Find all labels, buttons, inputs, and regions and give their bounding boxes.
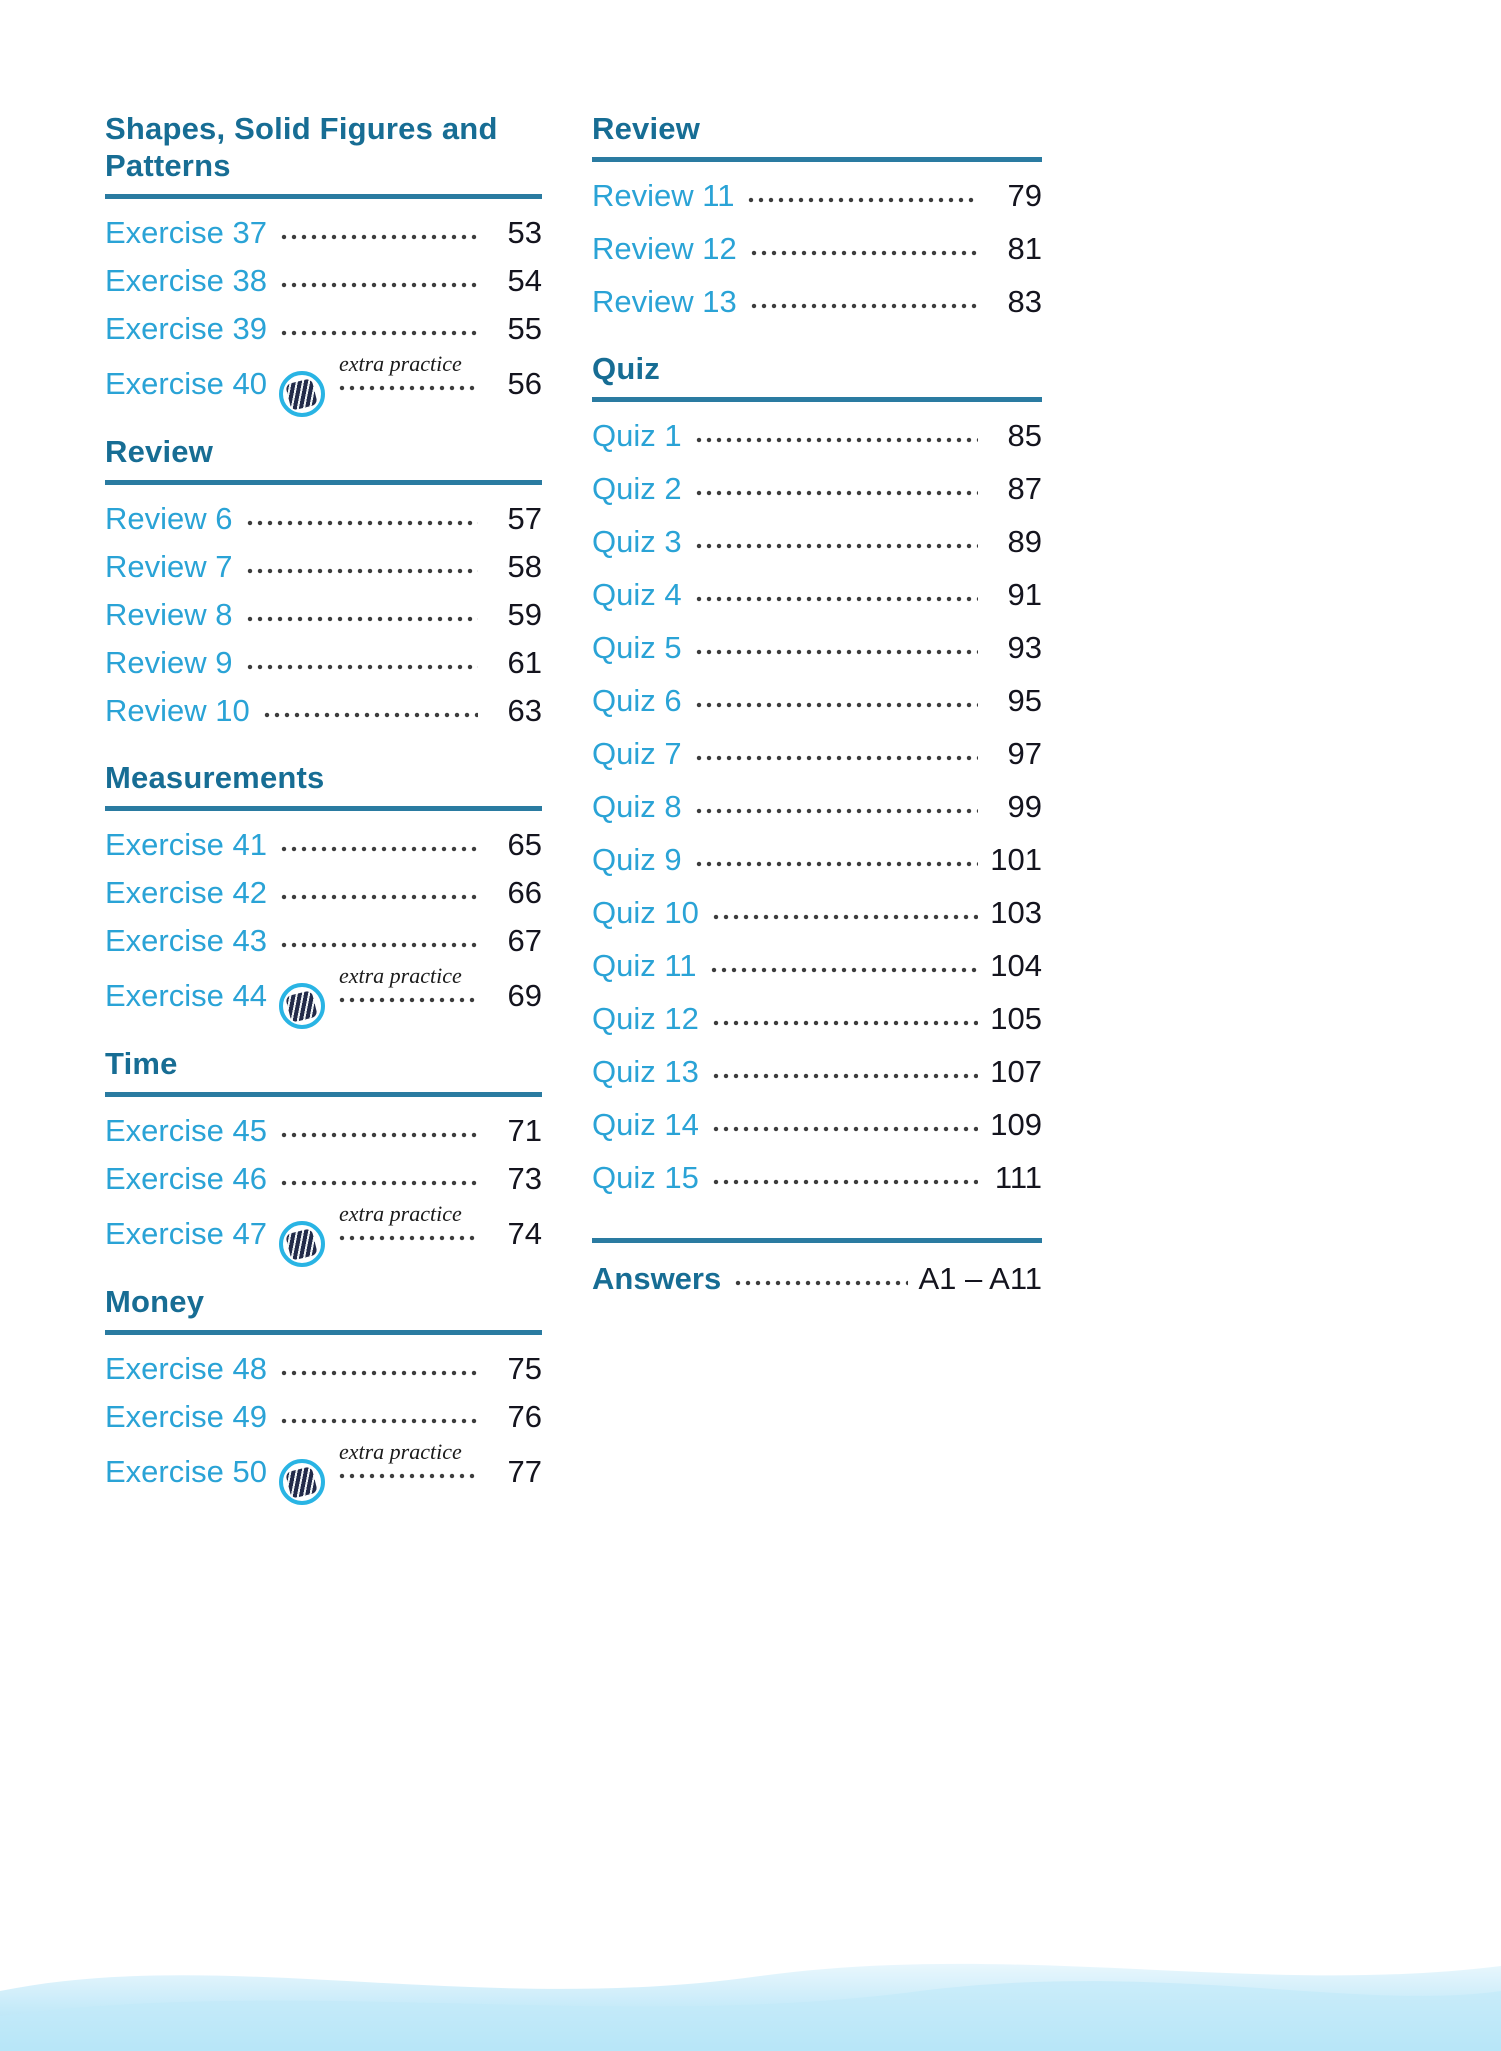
dot-leader: [746, 176, 978, 206]
page-number: 66: [507, 875, 542, 910]
extra-practice-icon: [279, 983, 325, 1029]
page-number: 105: [990, 1001, 1042, 1036]
toc-entry: [592, 282, 1042, 320]
dot-leader: [711, 999, 978, 1029]
page-number: 53: [507, 215, 542, 250]
toc-entry: [592, 469, 1042, 507]
answers-row: [592, 1238, 1042, 1297]
extra-practice-label: extra practice: [338, 962, 462, 988]
section-title: Review: [105, 433, 542, 485]
entry-label: Quiz 9: [592, 842, 682, 877]
page-number: 65: [507, 827, 542, 862]
entry-label: Quiz 14: [592, 1107, 699, 1142]
page-number: 55: [507, 311, 542, 346]
entry-label: Exercise 48: [105, 1351, 267, 1386]
toc-entry: [592, 575, 1042, 613]
dot-leader: [337, 1200, 478, 1244]
toc-entry: [105, 261, 542, 299]
dot-leader: [279, 825, 478, 855]
section-title: Money: [105, 1283, 542, 1335]
entry-label: Review 7: [105, 549, 233, 584]
page-number: 109: [990, 1107, 1042, 1142]
stamp-graphic: [286, 1228, 319, 1261]
dot-leader: [245, 643, 479, 673]
dot-leader: [694, 522, 978, 552]
toc-entry: [105, 1111, 542, 1149]
toc-entry: [592, 1105, 1042, 1143]
page-number: 57: [507, 501, 542, 536]
toc-entry: [592, 1158, 1042, 1196]
toc-entry: [105, 921, 542, 959]
toc-column-left: [105, 110, 542, 1501]
toc-entry: [592, 946, 1042, 984]
toc-entry: [592, 1052, 1042, 1090]
page-number: 104: [990, 948, 1042, 983]
toc-entry: [592, 893, 1042, 931]
dot-leader: [279, 1111, 478, 1141]
entry-label: Exercise 46: [105, 1161, 267, 1196]
page-number: 81: [1007, 231, 1042, 266]
dot-leader: [337, 962, 478, 1006]
entry-label: Quiz 11: [592, 948, 697, 983]
page-number: A1 – A11: [918, 1261, 1042, 1296]
toc-entry: [105, 350, 542, 403]
entry-label: Quiz 13: [592, 1054, 699, 1089]
entry-label: Exercise 38: [105, 263, 267, 298]
page-number: 54: [507, 263, 542, 298]
entry-label: Exercise 44: [105, 977, 267, 1013]
toc-entry: [592, 681, 1042, 719]
toc-entry: [105, 309, 542, 347]
toc-sections-right: [592, 110, 1042, 1196]
section-title: Time: [105, 1045, 542, 1097]
stamp-graphic: [286, 378, 319, 411]
toc-column-right: [592, 110, 1042, 1297]
entry-label: Exercise 40: [105, 365, 267, 401]
dot-leader: [694, 840, 978, 870]
section-title: Quiz: [592, 350, 1042, 402]
toc-entry: [105, 962, 542, 1015]
toc-entry: [105, 825, 542, 863]
dot-leader: [694, 628, 978, 658]
entry-label: Exercise 45: [105, 1113, 267, 1148]
dot-leader: [711, 1052, 978, 1082]
entry-label: Quiz 6: [592, 683, 682, 718]
extra-practice-label: extra practice: [338, 350, 462, 376]
toc-section: [592, 110, 1042, 320]
page-number: 103: [990, 895, 1042, 930]
dot-leader: [709, 946, 978, 976]
dot-leader: [694, 416, 978, 446]
entry-label: Review 6: [105, 501, 233, 536]
section-title: Measurements: [105, 759, 542, 811]
dot-leader: [694, 575, 978, 605]
dot-leader: [245, 499, 479, 529]
page-number: 73: [507, 1161, 542, 1196]
page-number: 61: [507, 645, 542, 680]
page-number: 76: [507, 1399, 542, 1434]
entry-label: Review 13: [592, 284, 737, 319]
page-number: 71: [507, 1113, 542, 1148]
entry-label: Exercise 39: [105, 311, 267, 346]
entry-label: Quiz 12: [592, 1001, 699, 1036]
page-number: 63: [507, 693, 542, 728]
entry-label: Quiz 10: [592, 895, 699, 930]
toc-entry: [105, 499, 542, 537]
dot-leader: [279, 873, 478, 903]
page-number: 91: [1007, 577, 1042, 612]
toc-entry: [105, 1349, 542, 1387]
dot-leader: [262, 691, 478, 721]
page-number: 85: [1007, 418, 1042, 453]
toc-entry: [105, 213, 542, 251]
toc-section: [105, 1045, 542, 1253]
entry-label: Review 11: [592, 178, 735, 213]
page-number: 83: [1007, 284, 1042, 319]
page-number: 111: [994, 1160, 1042, 1195]
toc-entry: [592, 229, 1042, 267]
dot-leader: [279, 1159, 478, 1189]
extra-practice-icon: [279, 371, 325, 417]
toc-entry: [592, 1259, 1042, 1297]
footer-wave: [0, 1921, 1501, 2051]
toc-entry: [592, 416, 1042, 454]
entry-label: Review 8: [105, 597, 233, 632]
dot-leader: [711, 1105, 978, 1135]
entry-label: Review 9: [105, 645, 233, 680]
page-number: 87: [1007, 471, 1042, 506]
toc-section: [592, 350, 1042, 1196]
page-number: 74: [507, 1215, 542, 1251]
page-number: 58: [507, 549, 542, 584]
toc-sections-left: [105, 110, 542, 1491]
page-number: 93: [1007, 630, 1042, 665]
dot-leader: [337, 1438, 478, 1482]
dot-leader: [694, 734, 978, 764]
entry-label: Quiz 7: [592, 736, 682, 771]
entry-label: Quiz 15: [592, 1160, 699, 1195]
answers-label: Answers: [592, 1261, 722, 1296]
section-title: Review: [592, 110, 1042, 162]
extra-practice-label: extra practice: [338, 1438, 462, 1464]
toc-section: [105, 759, 542, 1015]
dot-leader: [279, 1397, 478, 1427]
entry-label: Exercise 42: [105, 875, 267, 910]
entry-label: Exercise 37: [105, 215, 267, 250]
toc-entry: [592, 999, 1042, 1037]
extra-practice-icon: [279, 1221, 325, 1267]
page-number: 69: [507, 977, 542, 1013]
dot-leader: [749, 282, 978, 312]
entry-label: Quiz 5: [592, 630, 682, 665]
dot-leader: [694, 787, 978, 817]
toc-entry: [592, 628, 1042, 666]
page-number: 77: [507, 1453, 542, 1489]
page-number: 95: [1007, 683, 1042, 718]
page-number: 75: [507, 1351, 542, 1386]
toc-entry: [592, 522, 1042, 560]
entry-label: Review 12: [592, 231, 737, 266]
page-number: 107: [990, 1054, 1042, 1089]
dot-leader: [245, 595, 479, 625]
toc-section: [105, 1283, 542, 1491]
dot-leader: [279, 921, 478, 951]
dot-leader: [733, 1259, 908, 1289]
dot-leader: [279, 213, 478, 243]
entry-label: Quiz 3: [592, 524, 682, 559]
toc-section: [105, 433, 542, 729]
extra-practice-label: extra practice: [338, 1200, 462, 1226]
entry-label: Quiz 8: [592, 789, 682, 824]
toc-entry: [592, 734, 1042, 772]
dot-leader: [749, 229, 978, 259]
stamp-graphic: [286, 990, 319, 1023]
toc-entry: [105, 691, 542, 729]
entry-label: Exercise 43: [105, 923, 267, 958]
toc-entry: [105, 1200, 542, 1253]
entry-label: Exercise 41: [105, 827, 267, 862]
dot-leader: [694, 681, 978, 711]
page-number: 79: [1007, 178, 1042, 213]
entry-label: Review 10: [105, 693, 250, 728]
answers-rule: [592, 1238, 1042, 1243]
toc-entry: [105, 595, 542, 633]
entry-label: Exercise 47: [105, 1215, 267, 1251]
entry-label: Quiz 2: [592, 471, 682, 506]
toc-entry: [592, 176, 1042, 214]
dot-leader: [245, 547, 479, 577]
dot-leader: [279, 309, 478, 339]
toc-entry: [105, 873, 542, 911]
dot-leader: [711, 893, 978, 923]
toc-entry: [105, 1397, 542, 1435]
section-title: Shapes, Solid Figures and Patterns: [105, 110, 542, 199]
toc-entry: [592, 840, 1042, 878]
page-number: 101: [990, 842, 1042, 877]
dot-leader: [279, 261, 478, 291]
dot-leader: [279, 1349, 478, 1379]
page-number: 99: [1007, 789, 1042, 824]
toc-entry: [105, 1159, 542, 1197]
toc-entry: [105, 643, 542, 681]
page-number: 97: [1007, 736, 1042, 771]
dot-leader: [694, 469, 978, 499]
toc-entry: [105, 547, 542, 585]
toc-entry: [105, 1438, 542, 1491]
page-number: 89: [1007, 524, 1042, 559]
dot-leader: [337, 350, 478, 394]
entry-label: Quiz 1: [592, 418, 682, 453]
extra-practice-icon: [279, 1459, 325, 1505]
entry-label: Exercise 49: [105, 1399, 267, 1434]
page-number: 59: [507, 597, 542, 632]
dot-leader: [711, 1158, 978, 1188]
page-number: 56: [507, 365, 542, 401]
entry-label: Quiz 4: [592, 577, 682, 612]
stamp-graphic: [286, 1466, 319, 1499]
entry-label: Exercise 50: [105, 1453, 267, 1489]
page-number: 67: [507, 923, 542, 958]
toc-section: [105, 110, 542, 403]
toc-entry: [592, 787, 1042, 825]
